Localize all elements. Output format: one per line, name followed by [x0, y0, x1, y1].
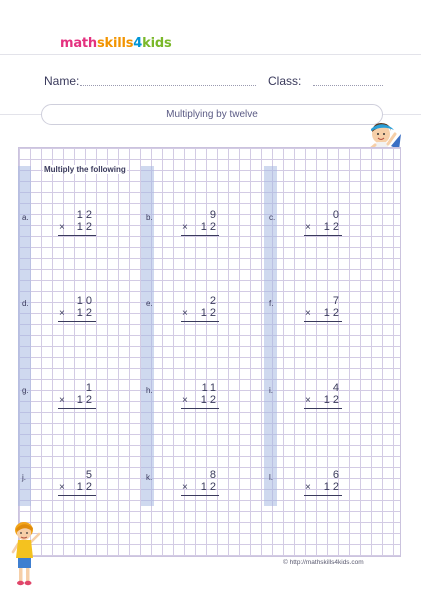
answer-line	[304, 408, 342, 409]
problem-letter: g.	[22, 386, 29, 395]
answer-line	[58, 321, 96, 322]
problem-letter: b.	[146, 213, 153, 222]
worksheet-title: Multiplying by twelve	[41, 104, 383, 125]
multiply-sign: ×	[59, 222, 65, 233]
problem-top-number: 11	[201, 382, 219, 394]
multiply-sign: ×	[182, 482, 188, 493]
answer-line	[58, 235, 96, 236]
problem-bottom-number: 12	[323, 221, 342, 233]
problem-top-number: 8	[209, 469, 219, 481]
answer-line	[181, 495, 219, 496]
problem-letter: d.	[22, 299, 29, 308]
answer-line	[58, 408, 96, 409]
multiply-sign: ×	[59, 482, 65, 493]
problem-bottom-number: 12	[76, 221, 95, 233]
logo-text-4: 4	[133, 36, 143, 51]
problem-letter: a.	[22, 213, 29, 222]
multiply-sign: ×	[305, 395, 311, 406]
problem-bottom-number: 12	[200, 394, 219, 406]
copyright-footer: © http://mathskills4kids.com	[283, 559, 364, 566]
problem-bottom-number: 12	[76, 394, 95, 406]
problem-bottom-number: 12	[76, 481, 95, 493]
logo-text-skills: skills	[97, 36, 134, 51]
problem-letter: e.	[146, 299, 153, 308]
multiply-sign: ×	[59, 395, 65, 406]
name-label: Name:	[44, 74, 80, 88]
answer-line	[181, 408, 219, 409]
logo-text-math: math	[60, 36, 97, 51]
problem-top-number: 9	[209, 209, 219, 221]
site-logo	[60, 36, 172, 51]
problem-bottom-number: 12	[200, 307, 219, 319]
multiply-sign: ×	[305, 222, 311, 233]
problem-letter: j.	[22, 473, 26, 482]
problem-top-number: 7	[332, 295, 342, 307]
problem-top-number: 6	[332, 469, 342, 481]
class-label: Class:	[268, 74, 302, 88]
logo-text-kids: kids	[142, 36, 172, 51]
problem-top-number: 2	[209, 295, 219, 307]
multiply-sign: ×	[182, 308, 188, 319]
multiply-sign: ×	[182, 222, 188, 233]
multiply-sign: ×	[305, 308, 311, 319]
instruction-text: Multiply the following	[44, 165, 126, 174]
answer-line	[58, 495, 96, 496]
problem-letter: f.	[269, 299, 274, 308]
multiply-sign: ×	[305, 482, 311, 493]
multiply-sign: ×	[182, 395, 188, 406]
problem-top-number: 5	[85, 469, 95, 481]
problem-top-number: 12	[76, 209, 95, 221]
problem-top-number: 4	[332, 382, 342, 394]
answer-line	[181, 321, 219, 322]
answer-line	[304, 321, 342, 322]
problem-bottom-number: 12	[323, 481, 342, 493]
class-field[interactable]	[313, 85, 383, 86]
header-divider	[0, 54, 421, 55]
problem-letter: c.	[269, 213, 276, 222]
problem-bottom-number: 12	[200, 481, 219, 493]
problem-top-number: 0	[332, 209, 342, 221]
problem-bottom-number: 12	[200, 221, 219, 233]
problem-letter: h.	[146, 386, 153, 395]
problem-letter: i.	[269, 386, 273, 395]
problem-bottom-number: 12	[76, 307, 95, 319]
answer-line	[304, 235, 342, 236]
answer-line	[181, 235, 219, 236]
name-field[interactable]	[80, 85, 256, 86]
girl-cartoon-icon	[10, 520, 42, 590]
problem-top-number: 1	[85, 382, 95, 394]
problem-bottom-number: 12	[323, 394, 342, 406]
problem-letter: l.	[269, 473, 273, 482]
multiply-sign: ×	[59, 308, 65, 319]
problem-bottom-number: 12	[323, 307, 342, 319]
answer-line	[304, 495, 342, 496]
problem-top-number: 10	[76, 295, 95, 307]
problem-letter: k.	[146, 473, 153, 482]
